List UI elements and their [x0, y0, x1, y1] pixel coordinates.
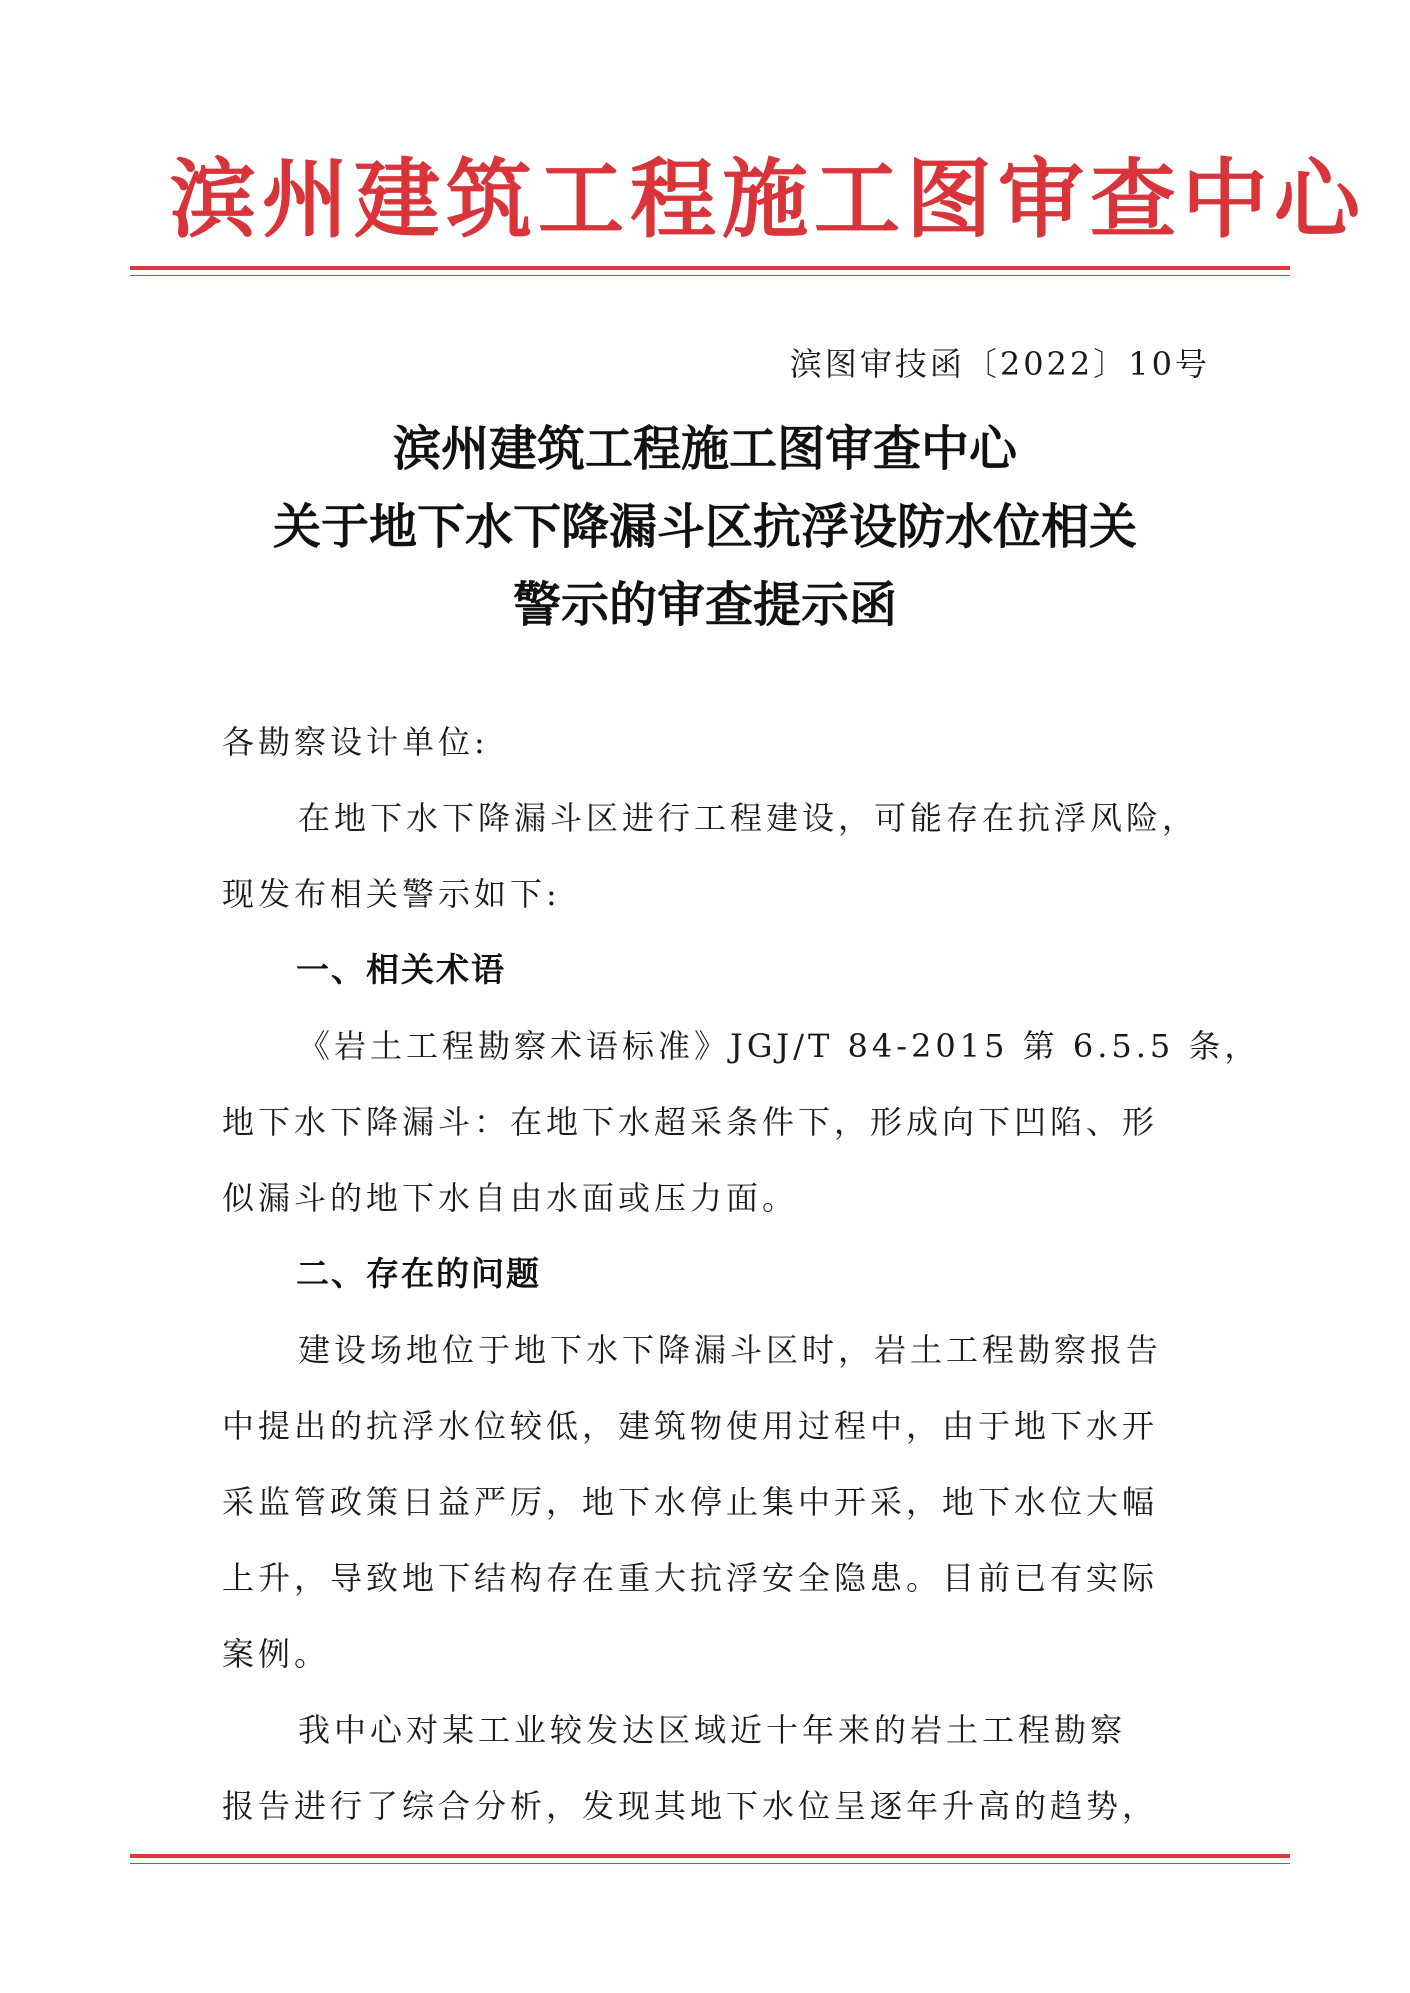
analysis-paragraph — [222, 1692, 1218, 1844]
letterhead-title: 滨州建筑工程施工图审查中心 — [170, 149, 1366, 250]
terms-line-2: 地下水下降漏斗：在地下水超采条件下，形成向下凹陷、形 — [222, 1103, 1159, 1141]
intro-paragraph — [222, 780, 1218, 932]
title-line-1: 滨州建筑工程施工图审查中心 — [392, 421, 1017, 477]
terms-paragraph — [222, 1008, 1261, 1236]
section-heading-problems: 二、存在的问题 — [296, 1254, 541, 1293]
section-heading-terms: 一、相关术语 — [296, 950, 506, 989]
problems-line-3: 采监管政策日益严厉，地下水停止集中开采，地下水位大幅 — [222, 1483, 1159, 1521]
document-number: 滨图审技函〔2022〕10号 — [789, 345, 1210, 383]
problems-line-5: 案例。 — [222, 1635, 331, 1673]
addressee — [222, 704, 1218, 780]
problems-line-2: 中提出的抗浮水位较低，建筑物使用过程中，由于地下水开 — [222, 1407, 1159, 1445]
analysis-line-2: 报告进行了综合分析，发现其地下水位呈逐年升高的趋势， — [222, 1787, 1159, 1825]
title-line-3: 警示的审查提示函 — [512, 577, 897, 633]
problems-line-4: 上升，导致地下结构存在重大抗浮安全隐患。目前已有实际 — [222, 1559, 1159, 1597]
terms-line-3: 似漏斗的地下水自由水面或压力面。 — [222, 1179, 799, 1217]
document-title — [150, 410, 1260, 644]
intro-line-1: 在地下水下降漏斗区进行工程建设，可能存在抗浮风险， — [298, 799, 1199, 837]
terms-line-1: 《岩土工程勘察术语标准》JGJ/T 84-2015 第 6.5.5 条， — [298, 1027, 1261, 1065]
analysis-line-1: 我中心对某工业较发达区域近十年来的岩土工程勘察 — [298, 1711, 1127, 1749]
intro-line-2: 现发布相关警示如下: — [222, 875, 561, 913]
addressee-text: 各勘察设计单位: — [222, 723, 489, 761]
problems-paragraph — [222, 1312, 1218, 1692]
title-line-2: 关于地下水下降漏斗区抗浮设防水位相关 — [272, 499, 1137, 555]
problems-line-1: 建设场地位于地下水下降漏斗区时，岩土工程勘察报告 — [298, 1331, 1163, 1369]
